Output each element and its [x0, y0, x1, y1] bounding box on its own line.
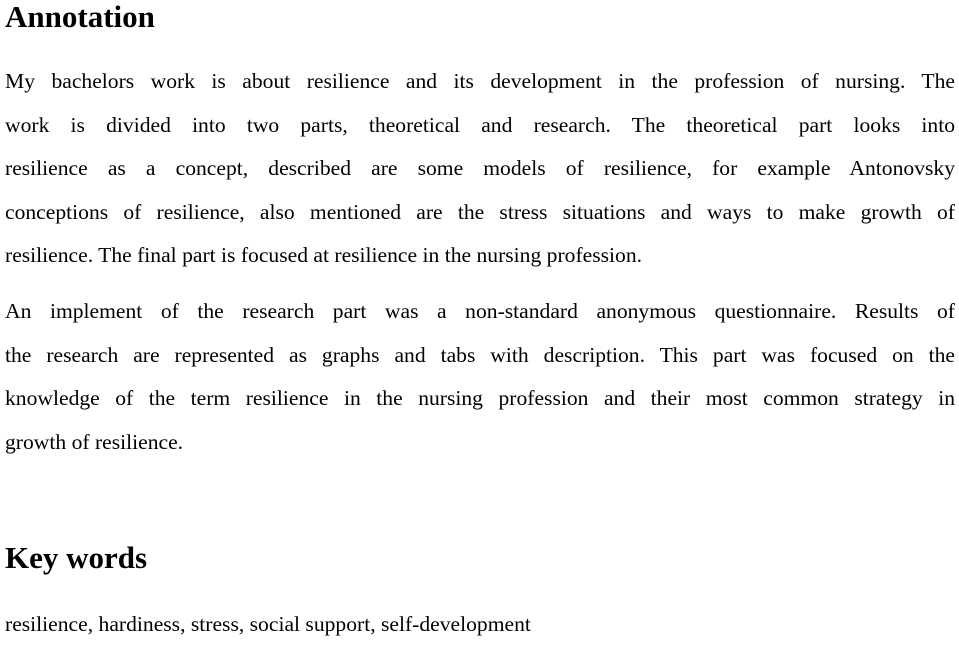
annotation-paragraph-1	[5, 60, 955, 278]
paragraph-line: the research are represented as graphs and tabs with description. This part was focused on the	[5, 342, 955, 367]
annotation-heading: Annotation	[5, 0, 155, 34]
paragraph-line: resilience as a concept, described are some models of resilience, for example Antonovsky	[5, 156, 955, 180]
paragraph-line: knowledge of the term resilience in the nursing profession and their most common strategy in	[5, 386, 955, 410]
paragraph-line: My bachelors work is about resilience and its development in the profession of nursing. The	[5, 69, 955, 93]
paragraph-line: work is divided into two parts, theoretical and research. The theoretical part looks into	[5, 112, 955, 137]
paragraph-line: conceptions of resilience, also mentioned are the stress situations and ways to make growth of	[5, 199, 955, 224]
keywords-list: resilience, hardiness, stress, social support, self-development	[5, 612, 531, 636]
paragraph-line: growth of resilience.	[5, 429, 184, 454]
paragraph-line: An implement of the research part was a non-standard anonymous questionnaire. Results of	[5, 299, 955, 323]
keywords-heading: Key words	[5, 540, 148, 575]
paragraph-line: resilience. The final part is focused at resilience in the nursing profession.	[5, 243, 643, 267]
annotation-paragraph-2	[5, 290, 955, 464]
